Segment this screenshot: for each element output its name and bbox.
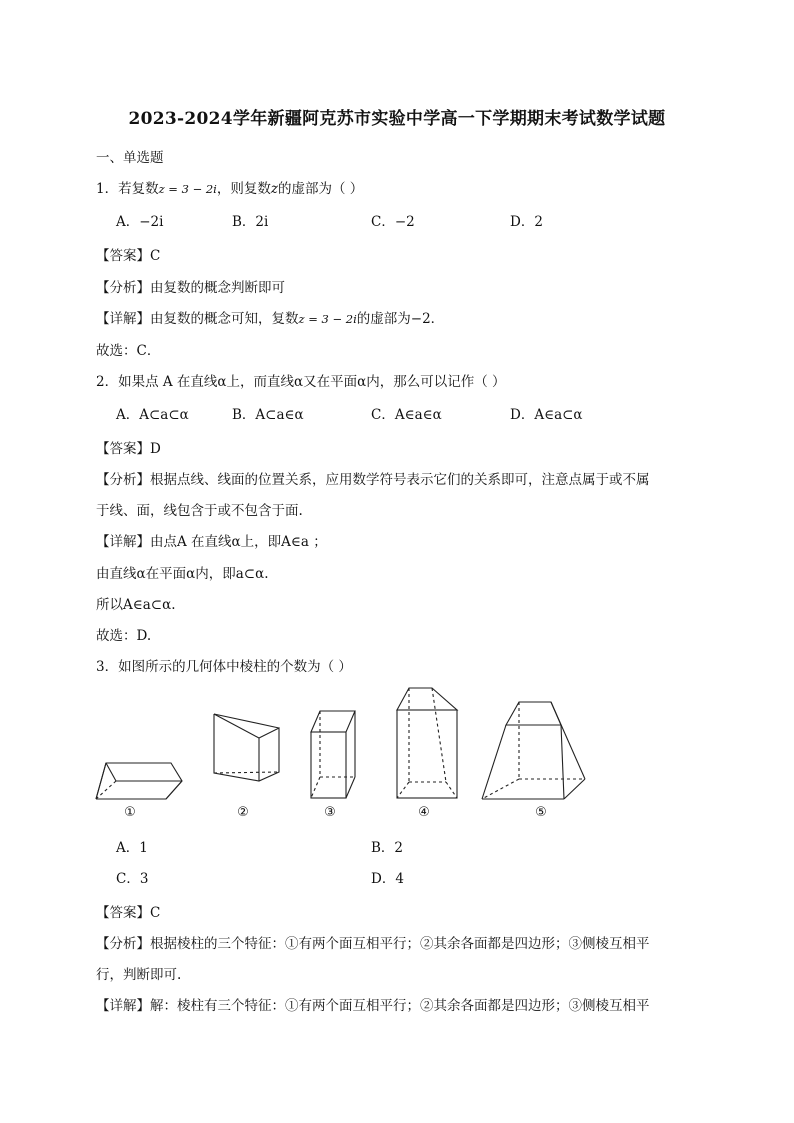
q2-analysis-line2: 于线、面，线包含于或不包含于面. [96,503,303,519]
solid-3-label: ③ [324,805,336,820]
q1-stem-suffix: 的虚部为（ ） [277,181,364,197]
q2-conclusion: 故选：D. [96,628,152,644]
q3-option-b: B．2 [371,840,404,856]
q3-analysis-line1: 【分析】根据棱柱的三个特征：①有两个面互相平行；②其余各面都是四边形；③侧棱互相平 [96,936,650,952]
q1-detail-suffix: 的虚部为−2． [356,311,445,327]
q1-option-d: D．2 [510,214,543,230]
solid-2-wedge [214,714,279,781]
q1-conclusion: 故选：C． [96,343,161,359]
solid-2-label: ② [237,805,249,820]
q3-solids-figure [0,682,794,822]
q1-stem-expr: z = 3 − 2i [158,182,217,196]
q1-option-b: B．2i [232,214,269,230]
q1-answer: 【答案】C [96,248,161,264]
q3-option-c: C．3 [116,871,149,887]
solid-5-label: ⑤ [535,805,547,820]
q2-analysis-line1: 【分析】根据点线、线面的位置关系，应用数学符号表示它们的关系即可，注意点属于或不属 [96,472,650,488]
q1-stem [96,177,363,197]
q3-option-a: A．1 [116,840,148,856]
q2-option-b: B．A⊂a∈α [232,407,304,423]
q1-detail-prefix: 【详解】由复数的概念可知，复数 [96,311,299,327]
q2-detail-line2: 由直线α在平面α内，即a⊂α. [96,566,269,582]
q2-option-c: C．A∈a∈α [371,407,442,423]
solid-3-box [311,711,355,798]
exam-title: 2023-2024学年新疆阿克苏市实验中学高一下学期期末考试数学试题 [128,109,666,129]
q2-option-a: A．A⊂a⊂α [116,407,189,423]
q1-stem-prefix: 1．若复数 [96,181,159,197]
section-heading: 一、单选题 [96,150,164,166]
q1-detail-expr: z = 3 − 2i [298,312,357,326]
solid-1-label: ① [124,805,136,820]
solid-5-frustum [482,702,585,799]
q2-answer: 【答案】D [96,441,161,457]
solid-4-tall-solid [397,688,457,798]
q3-answer: 【答案】C [96,905,161,921]
q1-analysis: 【分析】由复数的概念判断即可 [96,280,285,296]
solid-1-triangular-prism [96,763,182,799]
q2-stem: 2．如果点 A 在直线α上，而直线α又在平面α内，那么可以记作（ ） [96,374,506,390]
q1-option-c: C．−2 [371,214,415,230]
q2-detail-line1: 【详解】由点A 在直线α上，即A∈a ； [96,534,327,550]
q1-option-a: A．−2i [116,214,164,230]
q3-stem: 3．如图所示的几何体中棱柱的个数为（ ） [96,659,352,675]
q2-option-d: D．A∈a⊂α [510,407,583,423]
q3-analysis-line2: 行，判断即可. [96,967,182,983]
q3-option-d: D．4 [371,871,404,887]
q1-detail [96,307,444,327]
solid-4-label: ④ [418,805,430,820]
q1-stem-mid: ，则复数 [216,181,271,197]
q3-detail-line1: 【详解】解：棱柱有三个特征：①有两个面互相平行；②其余各面都是四边形；③侧棱互相平 [96,998,650,1014]
q1-stem-var: z [270,181,278,197]
q2-detail-line3: 所以A∈a⊂α. [96,597,176,613]
